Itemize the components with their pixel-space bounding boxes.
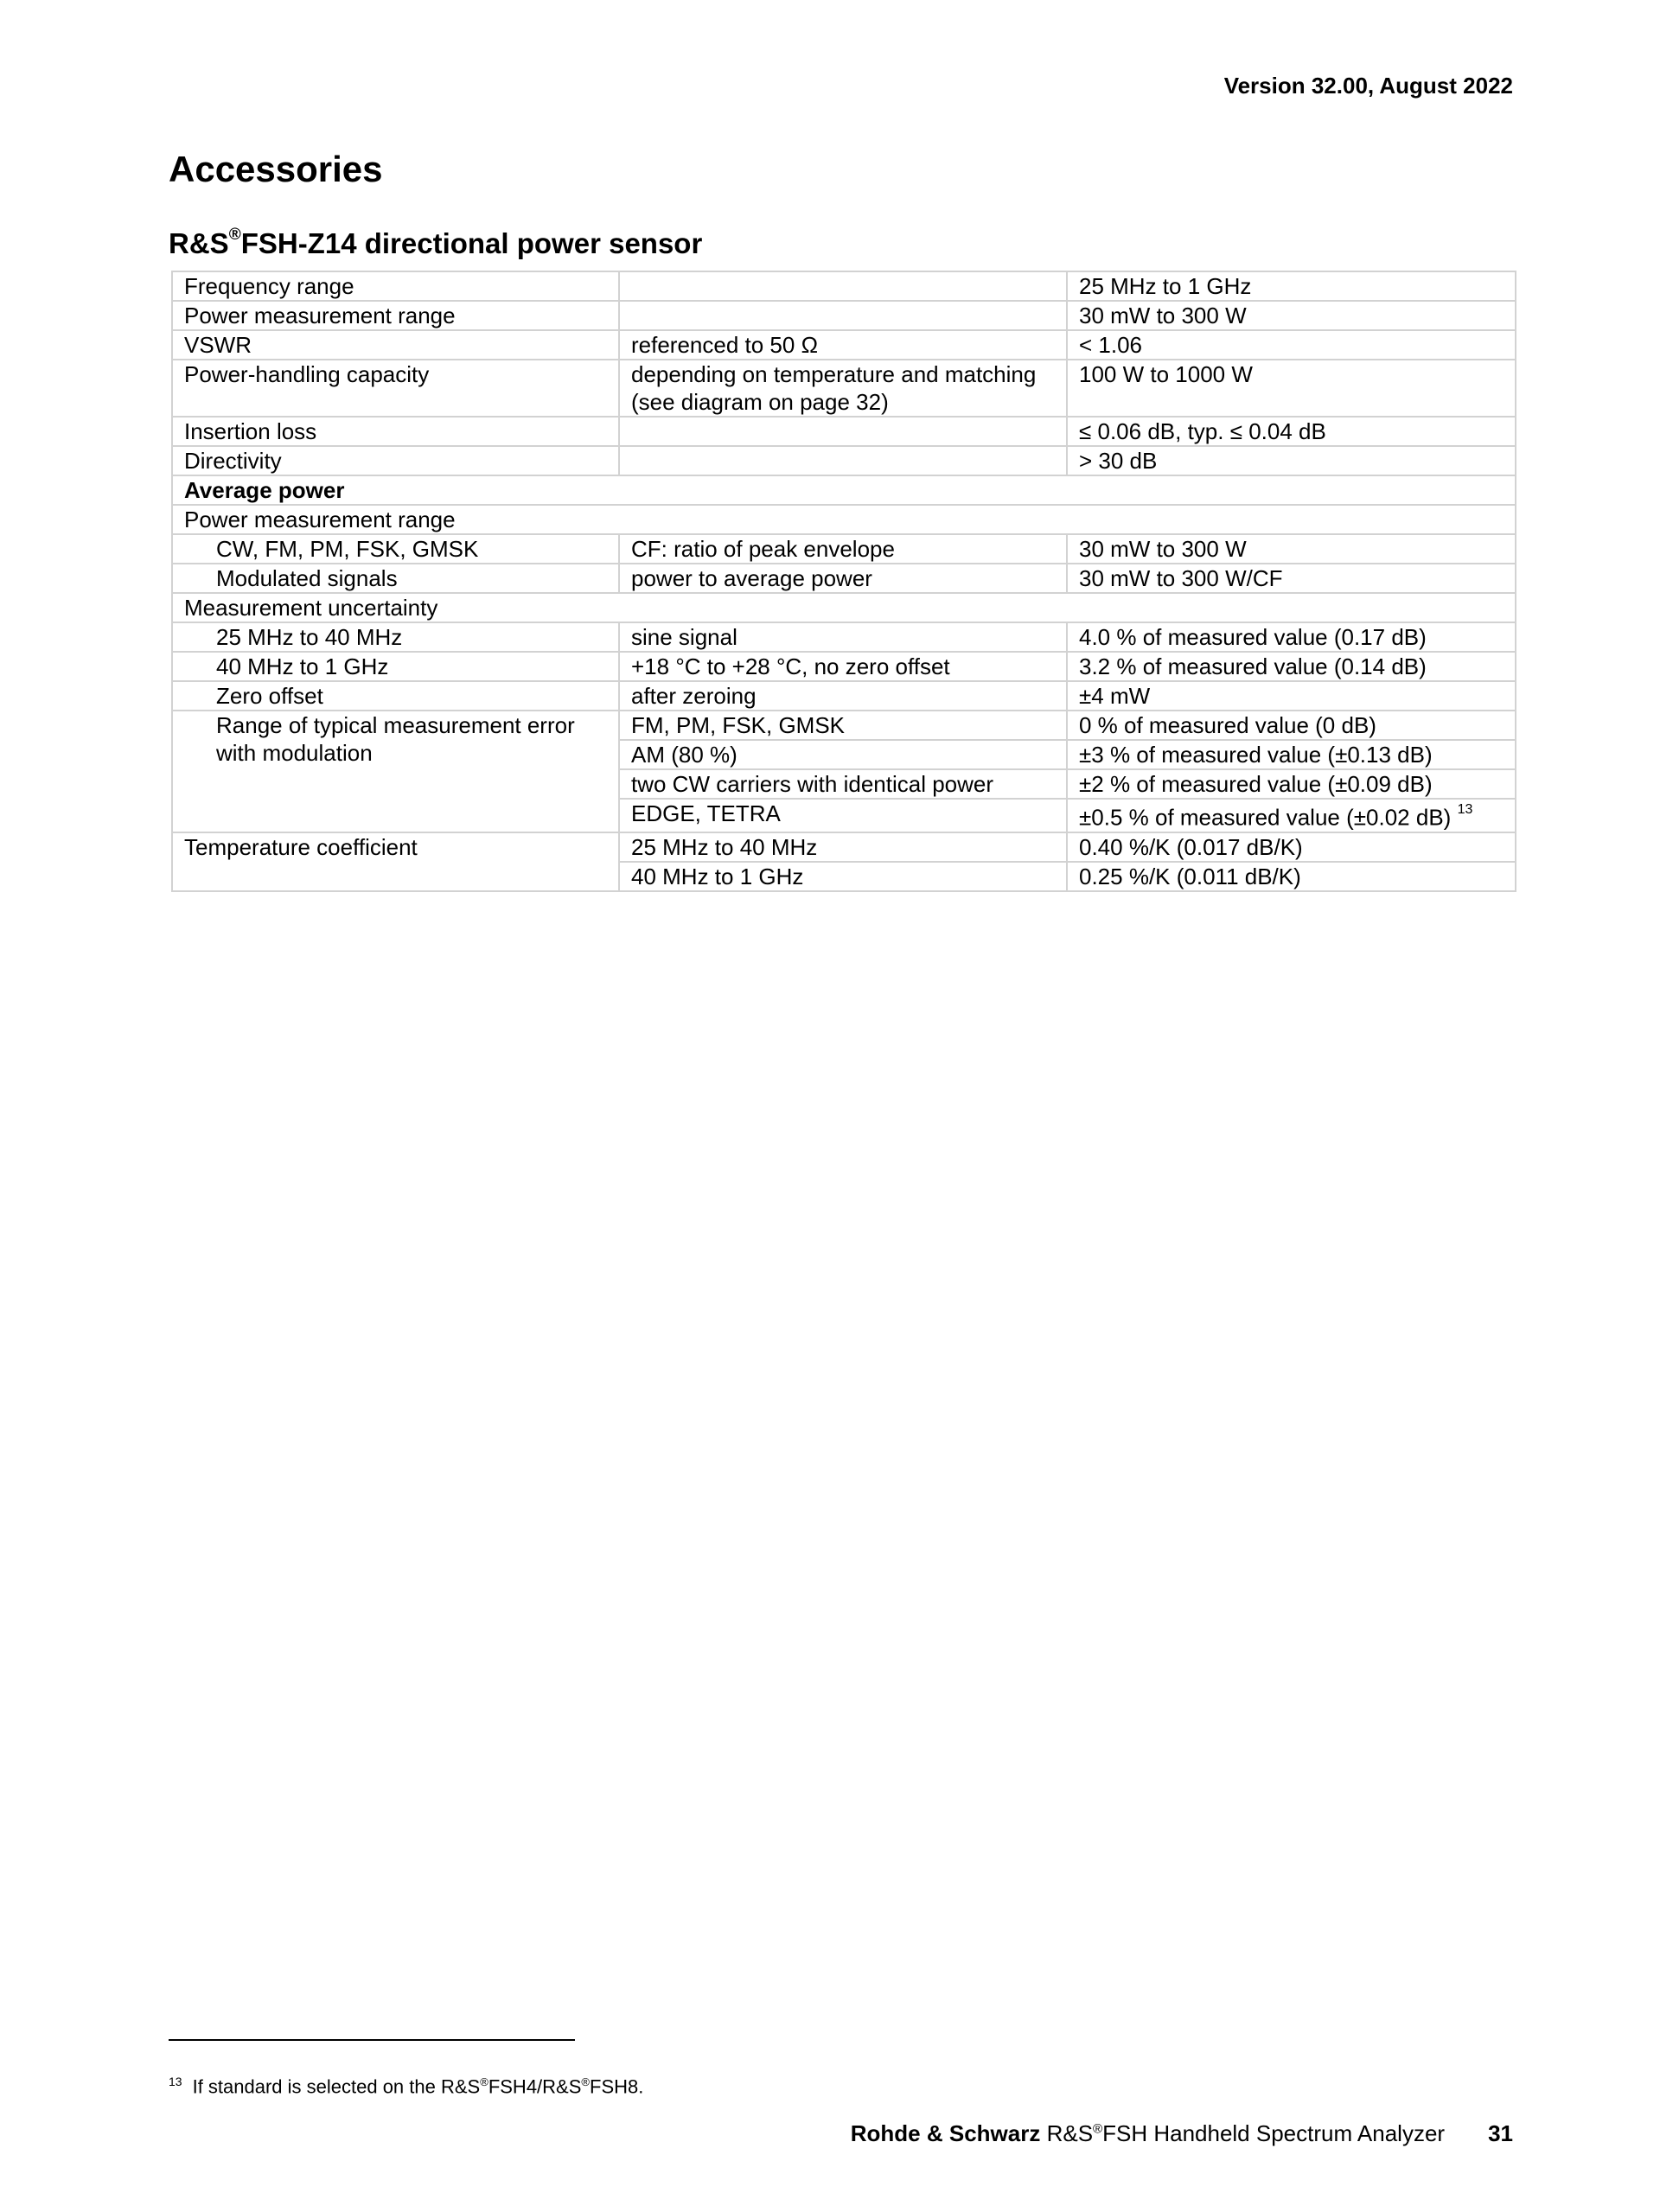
table-row [172, 652, 1516, 681]
spec-value: 3.2 % of measured value (0.14 dB) [1067, 652, 1516, 681]
spec-condition: after zeroing [619, 681, 1067, 711]
table-row [172, 301, 1516, 330]
spec-condition: 40 MHz to 1 GHz [619, 862, 1067, 891]
spec-condition: depending on temperature and matching (see diagram on page 32) [619, 360, 1067, 417]
spec-param: Power measurement range [172, 301, 619, 330]
footnote [169, 2075, 643, 2098]
spec-value: 0.40 %/K (0.017 dB/K) [1067, 832, 1516, 862]
subheading-measurement-uncertainty: Measurement uncertainty [172, 593, 1516, 622]
spec-value: 0 % of measured value (0 dB) [1067, 711, 1516, 740]
spec-param: 40 MHz to 1 GHz [172, 652, 619, 681]
spec-table [171, 271, 1516, 892]
subsection-title [169, 227, 702, 260]
table-row [172, 622, 1516, 652]
spec-param: Frequency range [172, 271, 619, 301]
spec-param: Modulated signals [172, 564, 619, 593]
spec-value: 30 mW to 300 W/CF [1067, 564, 1516, 593]
spec-value: ±4 mW [1067, 681, 1516, 711]
registered-mark: ® [480, 2075, 488, 2088]
spec-condition [619, 271, 1067, 301]
spec-param: Power-handling capacity [172, 360, 619, 417]
spec-condition: +18 °C to +28 °C, no zero offset [619, 652, 1067, 681]
table-row [172, 360, 1516, 417]
subsection-name: FSH-Z14 directional power sensor [240, 227, 703, 259]
spec-value [1067, 799, 1516, 832]
spec-param: VSWR [172, 330, 619, 360]
table-subheading-row [172, 505, 1516, 534]
table-row [172, 330, 1516, 360]
registered-mark: ® [1093, 2121, 1103, 2137]
group-heading-average-power: Average power [172, 475, 1516, 505]
spec-condition: 25 MHz to 40 MHz [619, 832, 1067, 862]
subsection-prefix: R&S [169, 227, 229, 259]
spec-param: CW, FM, PM, FSK, GMSK [172, 534, 619, 564]
spec-value: 0.25 %/K (0.011 dB/K) [1067, 862, 1516, 891]
spec-value: 100 W to 1000 W [1067, 360, 1516, 417]
table-row [172, 446, 1516, 475]
spec-condition [619, 446, 1067, 475]
footnote-text-a: If standard is selected on the R&S [192, 2075, 481, 2098]
spec-condition: power to average power [619, 564, 1067, 593]
footnote-number: 13 [169, 2075, 182, 2088]
section-title: Accessories [169, 149, 383, 189]
table-row [172, 534, 1516, 564]
spec-param: Directivity [172, 446, 619, 475]
spec-condition [619, 417, 1067, 446]
spec-param: Temperature coefficient [172, 832, 619, 891]
spec-condition: FM, PM, FSK, GMSK [619, 711, 1067, 740]
spec-value: 25 MHz to 1 GHz [1067, 271, 1516, 301]
footnote-text-c: FSH8. [590, 2075, 644, 2098]
registered-mark: ® [228, 226, 241, 244]
footnote-ref[interactable]: 13 [1457, 802, 1473, 817]
spec-condition: sine signal [619, 622, 1067, 652]
footnote-divider [169, 2039, 575, 2041]
table-subheading-row [172, 593, 1516, 622]
spec-value: > 30 dB [1067, 446, 1516, 475]
subheading-power-measurement-range: Power measurement range [172, 505, 1516, 534]
spec-condition: CF: ratio of peak envelope [619, 534, 1067, 564]
table-row [172, 832, 1516, 862]
spec-value: ±2 % of measured value (±0.09 dB) [1067, 769, 1516, 799]
spec-condition: AM (80 %) [619, 740, 1067, 769]
footer-brand: Rohde & Schwarz [850, 2120, 1041, 2146]
footnote-text-b: FSH4/R&S [488, 2075, 582, 2098]
spec-condition: two CW carriers with identical power [619, 769, 1067, 799]
spec-param: 25 MHz to 40 MHz [172, 622, 619, 652]
spec-value: ≤ 0.06 dB, typ. ≤ 0.04 dB [1067, 417, 1516, 446]
spec-param: Zero offset [172, 681, 619, 711]
spec-value: ±3 % of measured value (±0.13 dB) [1067, 740, 1516, 769]
spec-condition: referenced to 50 Ω [619, 330, 1067, 360]
spec-value: 30 mW to 300 W [1067, 301, 1516, 330]
spec-condition [619, 301, 1067, 330]
table-row [172, 417, 1516, 446]
table-row [172, 711, 1516, 740]
spec-param: Insertion loss [172, 417, 619, 446]
spec-value-text: ±0.5 % of measured value (±0.02 dB) [1079, 804, 1452, 831]
page-footer [851, 2120, 1513, 2147]
spec-value: < 1.06 [1067, 330, 1516, 360]
spec-condition: EDGE, TETRA [619, 799, 1067, 832]
footer-product-a: R&S [1046, 2120, 1094, 2146]
page-number: 31 [1488, 2120, 1513, 2146]
table-row [172, 681, 1516, 711]
table-row [172, 564, 1516, 593]
document-version: Version 32.00, August 2022 [1223, 73, 1513, 99]
table-row [172, 271, 1516, 301]
table-group-heading-row [172, 475, 1516, 505]
spec-value: 4.0 % of measured value (0.17 dB) [1067, 622, 1516, 652]
footer-product-b: FSH Handheld Spectrum Analyzer [1102, 2120, 1446, 2146]
spec-value: 30 mW to 300 W [1067, 534, 1516, 564]
spec-param: Range of typical measurement error with modulation [172, 711, 619, 832]
registered-mark: ® [581, 2075, 590, 2088]
